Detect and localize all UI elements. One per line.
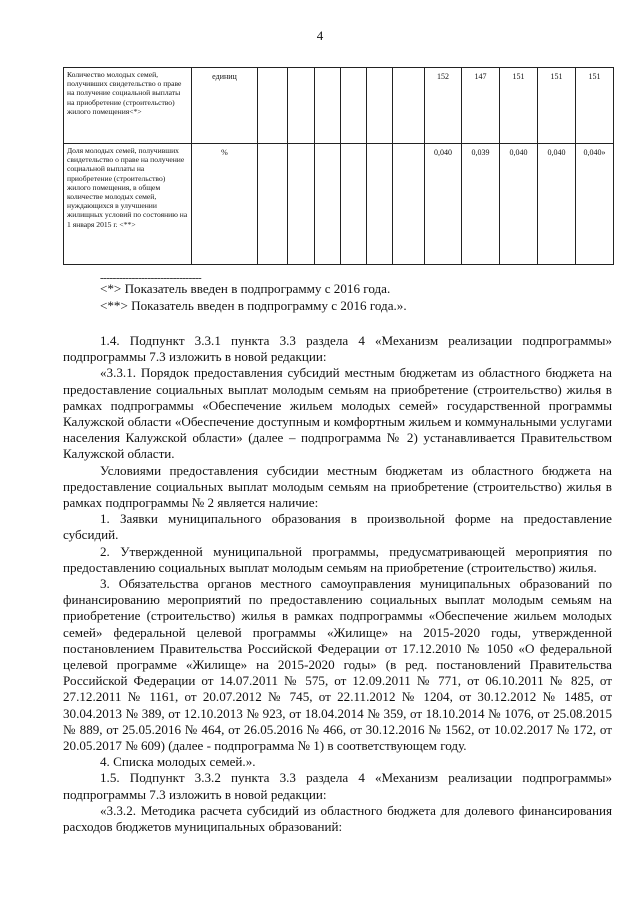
- indicator-value: 0,040: [425, 144, 462, 265]
- indicator-value: 151: [500, 68, 538, 144]
- indicator-name: Количество молодых семей, получивших свидетельство о праве на получение социальной выплаты на приобретение (строительство) жилого помещения<*>: [64, 68, 192, 144]
- document-body: [63, 333, 612, 835]
- empty-cell: [258, 144, 288, 265]
- paragraph: 3. Обязательства органов местного самоуправления муниципальных образований по финансированию мероприятий по предоставлению социальных выплат молодым семьям на приобретение (строительство) жилья в рамках подпрограммы «Обеспечение жильем молодых семей» федеральной целевой программы «Жилище» на 2015-2020 годы, утвержденной постановлением Правительства Российской Федерации от 17.12.2010 № 1050 «О федеральной целевой программе «Жилище» на 2015-2020 годы» (в ред. постановлений Правительства Российской Федерации от 14.07.2011 № 575, от 12.09.2011 № 771, от 06.10.2011 № 825, от 27.12.2011 № 1161, от 20.07.2012 № 745, от 22.11.2012 № 1204, от 30.12.2012 № 1485, от 30.04.2013 № 389, от 12.10.2013 № 923, от 18.04.2014 № 359, от 18.10.2014 № 1076, от 25.08.2015 № 889, от 25.05.2016 № 464, от 26.05.2016 № 466, от 30.12.2016 № 1562, от 10.02.2017 № 172, от 20.05.2017 № 609) (далее - подпрограмма № 1) в соответствующем году.: [63, 576, 612, 754]
- empty-cell: [341, 68, 367, 144]
- empty-cell: [288, 68, 315, 144]
- paragraph: «3.3.1. Порядок предоставления субсидий местным бюджетам из областного бюджета на предоставление социальных выплат молодым семьям на приобретение (строительство) жилья в рамках подпрограммы «Обеспечение жильем молодых семей» государственной программы Калужской области «Обеспечение доступным и комфортным жильем и коммунальными услугами населения Калужской области» (далее – подпрограмма № 2) устанавливается Правительством Калужской области.: [63, 365, 612, 462]
- paragraph: 1. Заявки муниципального образования в произвольной форме на предоставление субсидий.: [63, 511, 612, 543]
- empty-cell: [367, 144, 393, 265]
- paragraph: 2. Утвержденной муниципальной программы, предусматривающей мероприятия по предоставлению социальных выплат молодым семьям на приобретение (строительство) жилья.: [63, 543, 612, 575]
- indicator-value: 152: [425, 68, 462, 144]
- empty-cell: [341, 144, 367, 265]
- empty-cell: [315, 68, 341, 144]
- indicator-unit: единиц: [192, 68, 258, 144]
- empty-cell: [258, 68, 288, 144]
- indicators-table: [63, 67, 614, 265]
- paragraph: 1.5. Подпункт 3.3.2 пункта 3.3 раздела 4 «Механизм реализации подпрограммы» подпрограммы 7.3 изложить в новой редакции:: [63, 770, 612, 802]
- footnote: <*> Показатель введен в подпрограмму с 2016 года.: [100, 281, 391, 296]
- table-row: [64, 144, 614, 265]
- paragraph: «3.3.2. Методика расчета субсидий из областного бюджета для долевого финансирования расходов бюджетов муниципальных образований:: [63, 802, 612, 835]
- indicator-value: 151: [538, 68, 576, 144]
- footnote: <**> Показатель введен в подпрограмму с 2016 года.».: [100, 298, 407, 313]
- table-row: [64, 68, 614, 144]
- paragraph: 4. Списка молодых семей.».: [100, 754, 256, 770]
- empty-cell: [288, 144, 315, 265]
- indicator-value: 151: [576, 68, 614, 144]
- paragraph: Условиями предоставления субсидии местным бюджетам из областного бюджета на предоставление социальных выплат молодым семьям на приобретение (строительство) жилья в рамках подпрограммы № 2 является наличие:: [63, 462, 612, 511]
- indicator-value: 0,040: [538, 144, 576, 265]
- page-number: 4: [316, 28, 324, 43]
- indicator-value: 0,039: [462, 144, 500, 265]
- empty-cell: [393, 68, 425, 144]
- indicator-value: 0,040»: [576, 144, 614, 265]
- empty-cell: [393, 144, 425, 265]
- footnote-separator: --------------------------------: [100, 272, 202, 284]
- empty-cell: [315, 144, 341, 265]
- indicator-value: 147: [462, 68, 500, 144]
- indicator-value: 0,040: [500, 144, 538, 265]
- empty-cell: [367, 68, 393, 144]
- indicator-name: Доля молодых семей, получивших свидетельство о праве на получение социальной выплаты на приобретение (строительство) жилого помещения, в общем количестве молодых семей, нуждающихся в улучшении жилищных условий по состоянию на 1 января 2015 г. <**>: [64, 144, 192, 265]
- paragraph: 1.4. Подпункт 3.3.1 пункта 3.3 раздела 4 «Механизм реализации подпрограммы» подпрограммы 7.3 изложить в новой редакции:: [63, 333, 612, 365]
- indicator-unit: %: [192, 144, 258, 265]
